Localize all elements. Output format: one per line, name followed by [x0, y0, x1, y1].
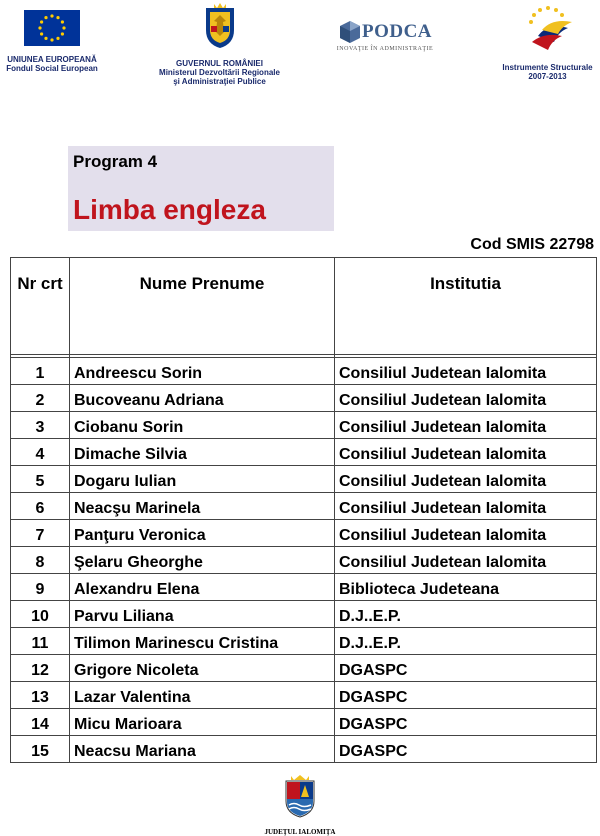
row-number: 12 — [11, 655, 70, 682]
gov-caption-line2: Ministerul Dezvoltării Regionale — [159, 68, 280, 77]
row-institution: D.J..E.P. — [335, 601, 597, 628]
romania-coat-of-arms-icon — [202, 2, 238, 50]
row-number: 10 — [11, 601, 70, 628]
row-number: 4 — [11, 439, 70, 466]
podca-tagline: INOVAŢIE ÎN ADMINISTRAŢIE — [336, 46, 434, 52]
structural-instruments-logo — [500, 2, 595, 81]
row-number: 11 — [11, 628, 70, 655]
table-row — [11, 358, 597, 385]
row-name: Parvu Liliana — [70, 601, 335, 628]
table-row — [11, 709, 597, 736]
row-number: 14 — [11, 709, 70, 736]
footer-crest — [255, 775, 345, 836]
header-institutia: Institutia — [335, 258, 597, 355]
row-institution: DGASPC — [335, 736, 597, 763]
header-nume-prenume: Nume Prenume — [70, 258, 335, 355]
table-header-row — [11, 258, 597, 355]
row-number: 8 — [11, 547, 70, 574]
table-row — [11, 547, 597, 574]
structural-instruments-logo-icon — [518, 2, 578, 54]
row-institution: D.J..E.P. — [335, 628, 597, 655]
row-number: 3 — [11, 412, 70, 439]
table-row — [11, 601, 597, 628]
row-institution: DGASPC — [335, 682, 597, 709]
eu-caption-line1: UNIUNEA EUROPEANĂ — [7, 55, 97, 64]
table-row — [11, 628, 597, 655]
row-name: Dimache Silvia — [70, 439, 335, 466]
row-institution: Consiliul Judetean Ialomita — [335, 547, 597, 574]
gov-caption-line3: şi Administraţiei Publice — [173, 77, 266, 86]
row-institution: Consiliul Judetean Ialomita — [335, 412, 597, 439]
eu-logo — [2, 10, 102, 73]
table-row — [11, 493, 597, 520]
row-number: 7 — [11, 520, 70, 547]
row-number: 5 — [11, 466, 70, 493]
row-number: 2 — [11, 385, 70, 412]
row-name: Panţuru Veronica — [70, 520, 335, 547]
government-logo — [152, 2, 287, 86]
ialomita-county-crest-icon — [283, 775, 317, 819]
row-institution: DGASPC — [335, 655, 597, 682]
table-row — [11, 466, 597, 493]
row-institution: Consiliul Judetean Ialomita — [335, 493, 597, 520]
podca-logo-icon — [338, 20, 362, 44]
table-row — [11, 385, 597, 412]
row-name: Bucoveanu Adriana — [70, 385, 335, 412]
row-number: 1 — [11, 358, 70, 385]
cod-smis: Cod SMIS 22798 — [470, 236, 594, 253]
row-number: 15 — [11, 736, 70, 763]
row-institution: Consiliul Judetean Ialomita — [335, 385, 597, 412]
row-name: Ciobanu Sorin — [70, 412, 335, 439]
row-name: Andreescu Sorin — [70, 358, 335, 385]
table-row — [11, 574, 597, 601]
row-name: Grigore Nicoleta — [70, 655, 335, 682]
row-name: Tilimon Marinescu Cristina — [70, 628, 335, 655]
row-institution: Biblioteca Judeteana — [335, 574, 597, 601]
table-row — [11, 736, 597, 763]
table-row — [11, 520, 597, 547]
eu-flag-icon — [24, 10, 80, 46]
table-body — [11, 358, 597, 763]
table-row — [11, 439, 597, 466]
row-name: Alexandru Elena — [70, 574, 335, 601]
row-name: Neacsu Mariana — [70, 736, 335, 763]
header-nr-crt: Nr crt — [11, 258, 70, 355]
row-name: Neacşu Marinela — [70, 493, 335, 520]
row-name: Micu Marioara — [70, 709, 335, 736]
instruments-caption-line2: 2007-2013 — [528, 72, 567, 81]
row-name: Şelaru Gheorghe — [70, 547, 335, 574]
row-institution: Consiliul Judetean Ialomita — [335, 439, 597, 466]
program-label: Program 4 — [73, 152, 158, 171]
row-number: 6 — [11, 493, 70, 520]
row-number: 9 — [11, 574, 70, 601]
gov-caption-line1: GUVERNUL ROMÂNIEI — [176, 59, 263, 68]
row-institution: Consiliul Judetean Ialomita — [335, 520, 597, 547]
row-institution: DGASPC — [335, 709, 597, 736]
eu-caption-line2: Fondul Social European — [6, 64, 98, 73]
subject-title: Limba engleza — [73, 194, 266, 225]
podca-name: PODCA — [361, 21, 433, 42]
participants-table — [10, 257, 597, 763]
row-number: 13 — [11, 682, 70, 709]
table-row — [11, 412, 597, 439]
footer-caption: JUDEŢUL IALOMIŢA — [264, 828, 336, 836]
instruments-caption-line1: Instrumente Structurale — [502, 63, 593, 72]
row-name: Lazar Valentina — [70, 682, 335, 709]
row-name: Dogaru Iulian — [70, 466, 335, 493]
podca-logo — [330, 20, 440, 52]
header-logos — [0, 0, 600, 90]
table-row — [11, 682, 597, 709]
table-row — [11, 655, 597, 682]
row-institution: Consiliul Judetean Ialomita — [335, 466, 597, 493]
row-institution: Consiliul Judetean Ialomita — [335, 358, 597, 385]
program-box — [68, 146, 334, 231]
